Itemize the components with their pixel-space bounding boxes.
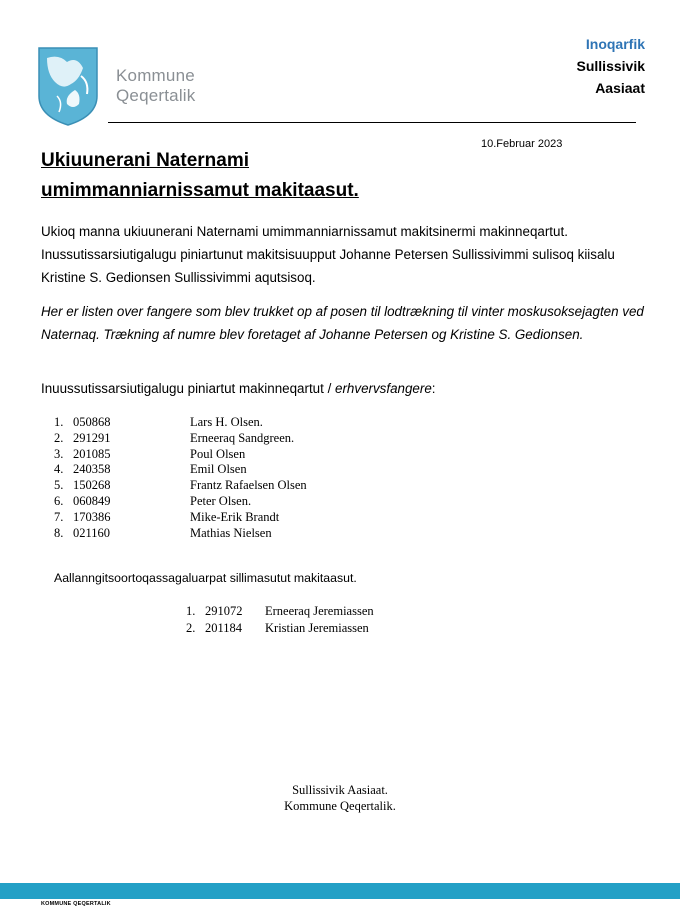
kommune-wordmark-line2: Qeqertalik bbox=[116, 86, 196, 105]
list-item-number: 8. bbox=[54, 525, 64, 540]
list-item bbox=[54, 431, 307, 447]
list-item bbox=[186, 603, 374, 620]
address-line-2: Aasiaat bbox=[595, 80, 645, 96]
list-item-name: Mathias Nielsen bbox=[190, 525, 272, 540]
list-item-code: 201085 bbox=[73, 446, 111, 461]
signature-line-1: Sullissivik Aasiaat. bbox=[292, 783, 388, 797]
signature-block bbox=[0, 782, 680, 814]
list-item bbox=[54, 462, 307, 478]
reserves-heading: Aallanngitsoortoqassagaluarpat sillimasutut makitaasut. bbox=[54, 571, 357, 585]
list-item-number: 7. bbox=[54, 509, 64, 524]
list-item-code: 201184 bbox=[205, 620, 243, 635]
list-item bbox=[54, 494, 307, 510]
header-divider bbox=[108, 122, 636, 123]
list-item-name: Peter Olsen. bbox=[190, 493, 252, 508]
kommune-wordmark-line1: Kommune bbox=[116, 66, 195, 85]
hunters-list-heading bbox=[41, 377, 651, 400]
list-item bbox=[54, 447, 307, 463]
list-item-name: Frantz Rafaelsen Olsen bbox=[190, 478, 307, 493]
list-item-code: 291072 bbox=[205, 604, 243, 618]
list-item-code: 291291 bbox=[73, 430, 111, 445]
paragraph-greenlandic: Ukioq manna ukiuunerani Naternami umimmanniarnissamut makitsinermi makinneqartut. Inussutissarsiutigalugu piniartunut makitsisuupput Johanne Petersen Sullissivimmi sulisoq kiisalu Kristine S. Gedionsen Sullissivimmi aqutsisoq. bbox=[41, 224, 615, 285]
list-item-name: Mike-Erik Brandt bbox=[190, 509, 280, 524]
list-item-code: 050868 bbox=[73, 415, 111, 429]
list-item-code: 170386 bbox=[73, 509, 111, 524]
coat-of-arms-icon bbox=[37, 46, 99, 126]
list-item-code: 150268 bbox=[73, 478, 111, 493]
document-date: 10.Februar 2023 bbox=[481, 138, 563, 150]
footer-text: KOMMUNE QEQERTALIK bbox=[41, 901, 111, 907]
list-item-number: 1. bbox=[54, 415, 64, 429]
list-item bbox=[54, 510, 307, 526]
list-item bbox=[54, 478, 307, 494]
hunters-list bbox=[54, 415, 307, 541]
list-item-number: 5. bbox=[54, 478, 64, 493]
list-item-code: 021160 bbox=[73, 525, 111, 540]
list-item-name: Emil Olsen bbox=[190, 462, 247, 477]
list-item-name: Erneeraq Jeremiassen bbox=[265, 604, 374, 618]
department-name: Inoqarfik bbox=[585, 36, 645, 52]
list-item-number: 2. bbox=[186, 620, 196, 635]
list-item-number: 2. bbox=[54, 430, 64, 445]
hunters-list-heading-end: : bbox=[431, 381, 436, 396]
hunters-list-heading-italic: erhvervsfangere bbox=[335, 381, 432, 396]
list-item bbox=[54, 415, 307, 431]
hunters-list-heading-main: Inuussutissarsiutigalugu piniartut makinneqartut / bbox=[41, 381, 336, 396]
list-item-name: Kristian Jeremiassen bbox=[265, 620, 369, 635]
list-item-name: Poul Olsen bbox=[190, 446, 246, 461]
list-item-name: Erneeraq Sandgreen. bbox=[190, 430, 295, 445]
paragraph-danish: Her er listen over fangere som blev trukket op af posen til lodtrækning til vinter moskusoksejagten ved Naternaq. Trækning af numre blev foretaget af Johanne Petersen og Kristine S. Gedionsen. bbox=[41, 304, 644, 342]
kommune-wordmark bbox=[116, 66, 195, 106]
kommune-logo bbox=[37, 46, 99, 126]
list-item bbox=[186, 620, 374, 637]
document-title bbox=[41, 146, 359, 206]
list-item-name: Lars H. Olsen. bbox=[190, 415, 263, 429]
list-item-number: 4. bbox=[54, 462, 64, 477]
sender-address bbox=[577, 33, 645, 99]
list-item-code: 060849 bbox=[73, 493, 111, 508]
title-line-1: Ukiuunerani Naternami bbox=[41, 150, 249, 171]
reserves-list bbox=[186, 603, 374, 636]
list-item-number: 3. bbox=[54, 446, 64, 461]
list-item-number: 6. bbox=[54, 493, 64, 508]
list-item-code: 240358 bbox=[73, 462, 111, 477]
address-line-1: Sullissivik bbox=[576, 58, 645, 74]
list-item bbox=[54, 526, 307, 542]
list-item-number: 1. bbox=[186, 604, 196, 618]
title-line-2: umimmanniarnissamut makitaasut. bbox=[41, 180, 359, 201]
signature-line-2: Kommune Qeqertalik. bbox=[284, 799, 396, 813]
footer-bar bbox=[0, 883, 680, 899]
